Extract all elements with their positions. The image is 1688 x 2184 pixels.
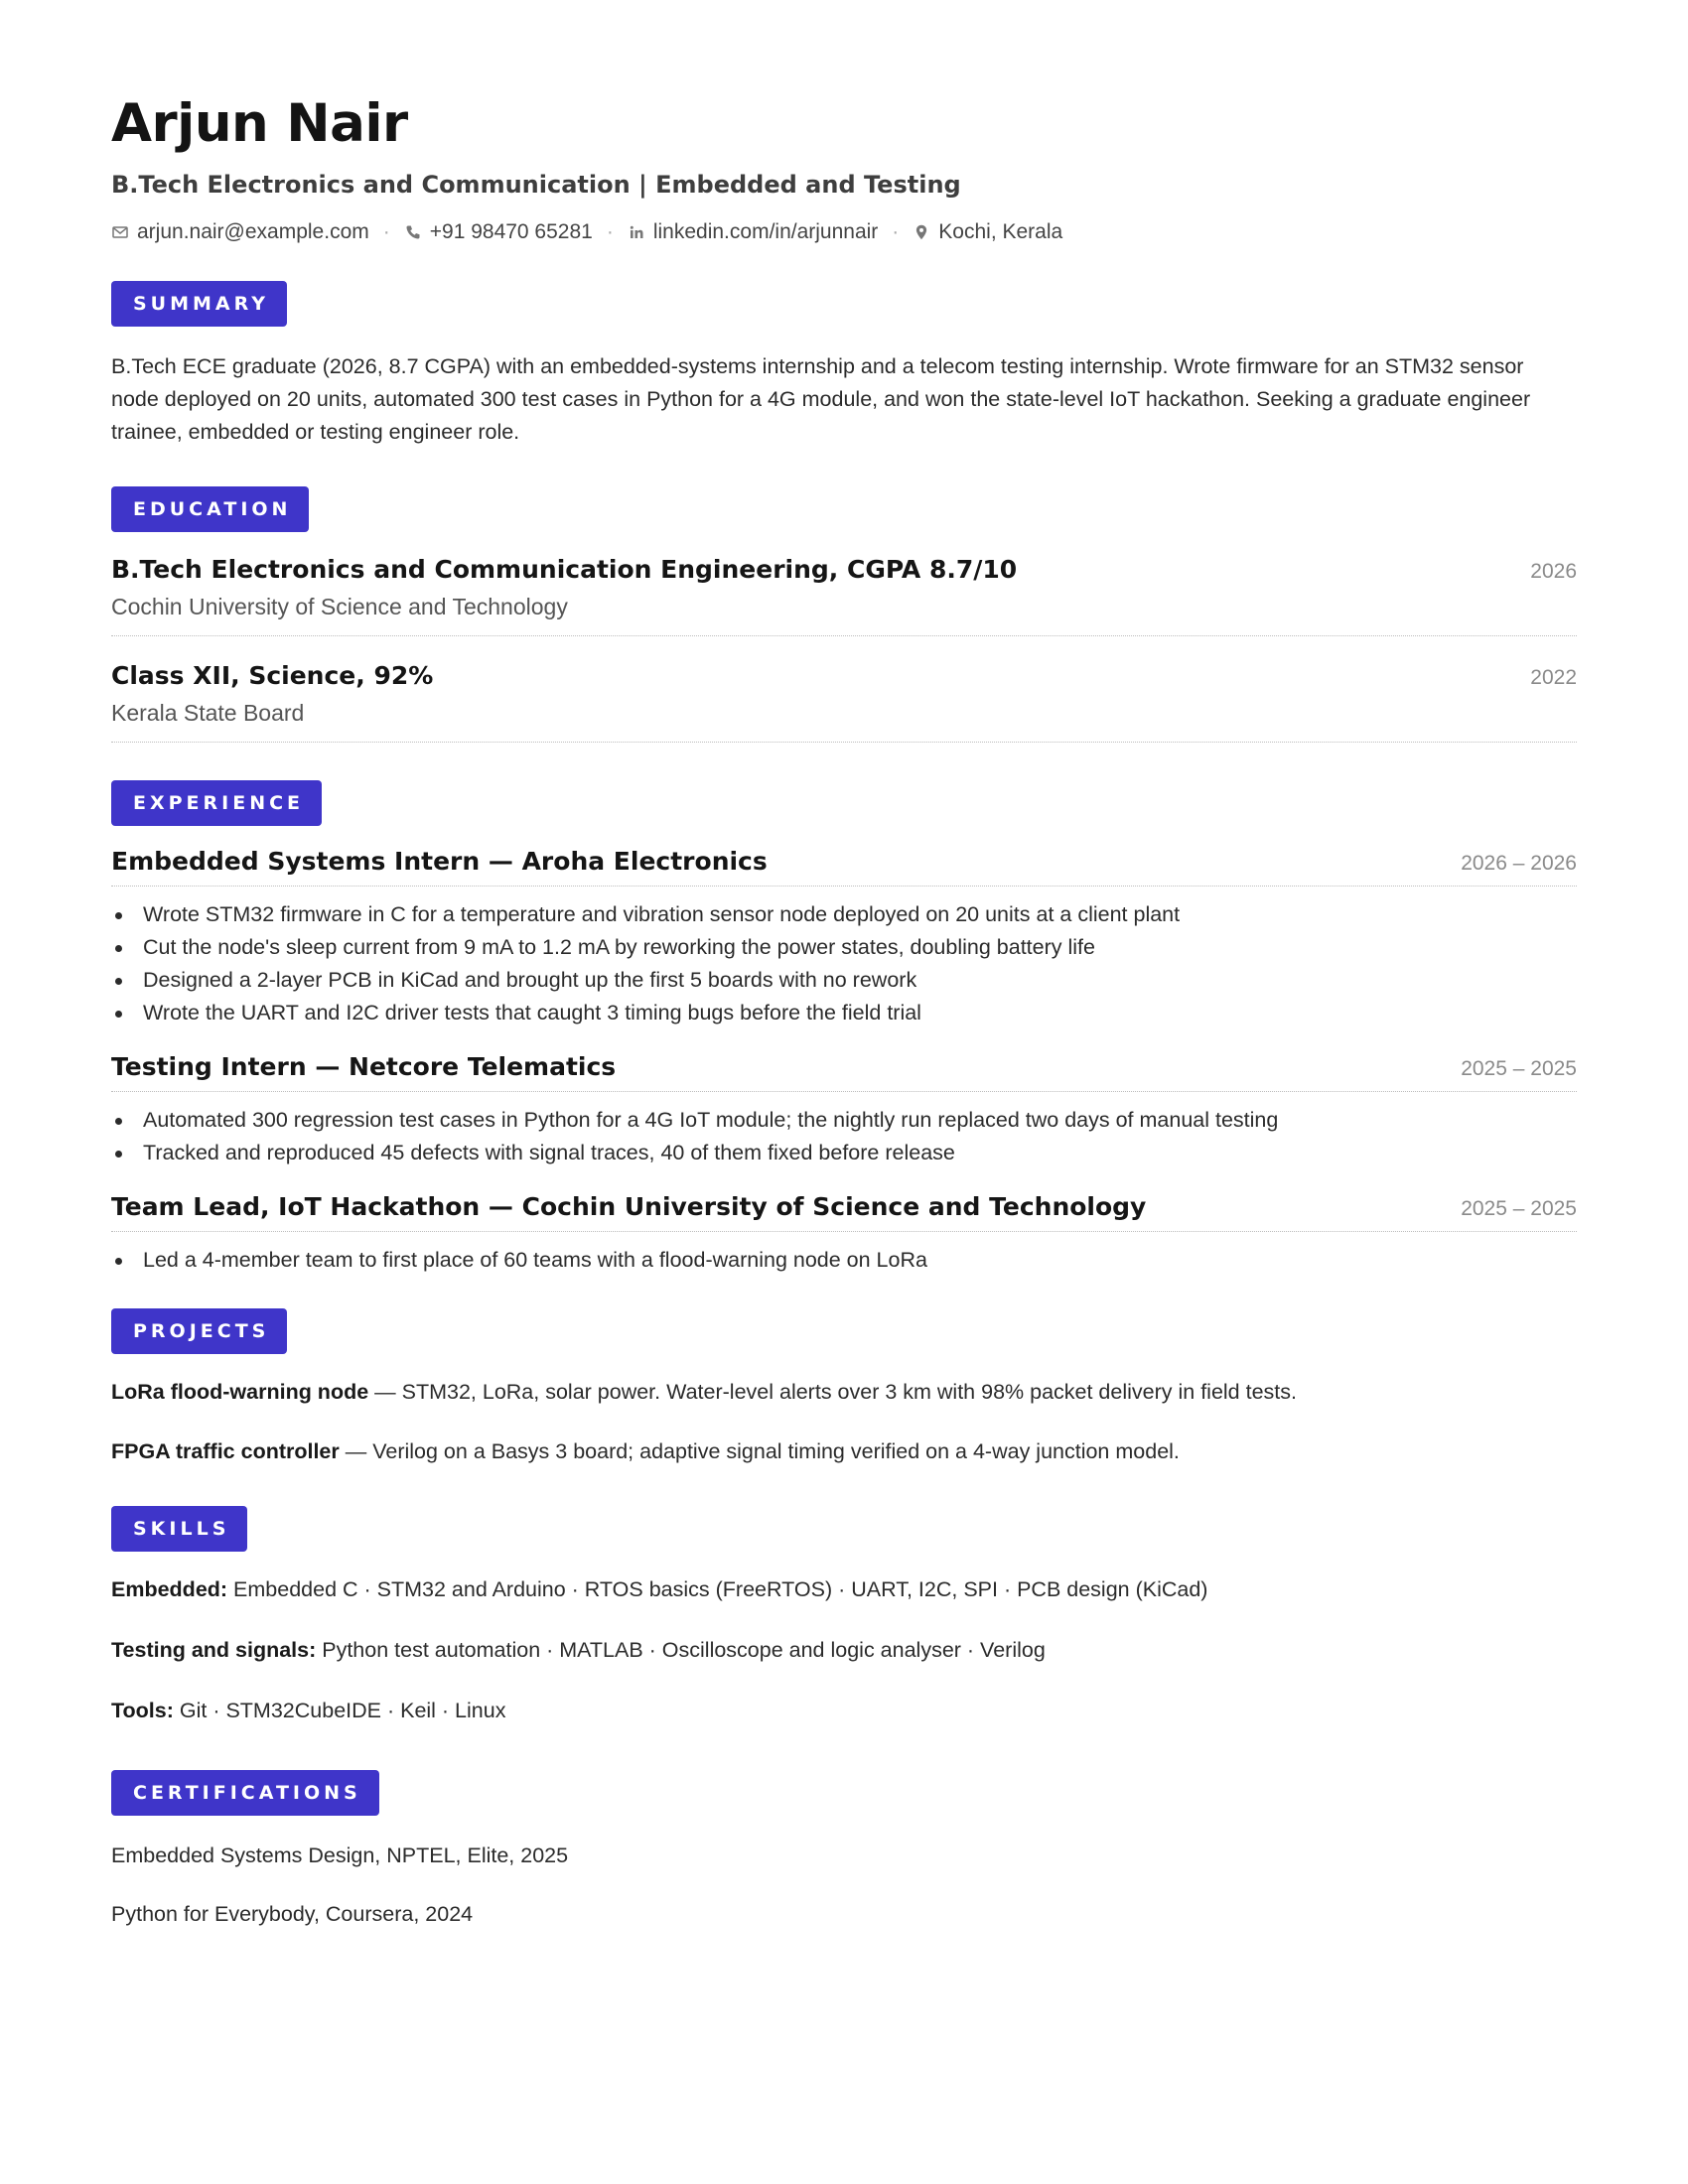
project-name: FPGA traffic controller [111, 1439, 340, 1463]
certifications-heading: CERTIFICATIONS [111, 1770, 379, 1816]
summary-text: B.Tech ECE graduate (2026, 8.7 CGPA) with an embedded-systems internship and a telecom testing internship. Wrote firmware for an STM32 sensor node deployed on 20 units, automated 300 test cases in Python for a 4G module, and won the state-level IoT hackathon. Seeking a graduate engineer trainee, embedded or testing engineer role. [111, 354, 1531, 444]
institution-name: Cochin University of Science and Technology [111, 594, 568, 619]
bullet-item: Tracked and reproduced 45 defects with signal traces, 40 of them fixed before release [111, 1137, 1577, 1169]
experience-entry [111, 1049, 1577, 1169]
bullet-item: Cut the node's sleep current from 9 mA to 1.2 mA by reworking the power states, doubling battery life [111, 931, 1577, 964]
contact-separator: · [606, 220, 614, 243]
contact-separator: · [892, 220, 900, 243]
summary-section [111, 281, 1577, 449]
education-date: 2022 [1530, 666, 1577, 689]
education-heading: EDUCATION [111, 486, 309, 532]
degree-title: Class XII, Science, 92% [111, 661, 434, 690]
bullet-item: Led a 4-member team to first place of 60 teams with a flood-warning node on LoRa [111, 1244, 1577, 1277]
experience-heading: EXPERIENCE [111, 780, 322, 826]
skill-group-items: Embedded C · STM32 and Arduino · RTOS basics (FreeRTOS) · UART, I2C, SPI · PCB design (KiCad) [227, 1577, 1208, 1601]
project-item [111, 1376, 1577, 1409]
phone-text: +91 98470 65281 [429, 220, 593, 243]
experience-entry [111, 844, 1577, 1029]
experience-section [111, 780, 1577, 1277]
education-section [111, 486, 1577, 743]
skill-group [111, 1573, 1577, 1606]
skill-group-label: Testing and signals: [111, 1638, 317, 1662]
location-text: Kochi, Kerala [938, 220, 1063, 243]
education-entry [111, 658, 1577, 743]
job-title: Team Lead, IoT Hackathon — Cochin University of Science and Technology [111, 1192, 1147, 1221]
job-bullets [111, 898, 1577, 1029]
linkedin-text: linkedin.com/in/arjunnair [652, 220, 879, 243]
contact-email[interactable] [111, 217, 369, 247]
contact-location [913, 217, 1062, 247]
phone-icon [404, 223, 422, 241]
education-date: 2026 [1530, 560, 1577, 583]
certifications-section [111, 1770, 1577, 1931]
bullet-item: Wrote the UART and I2C driver tests that caught 3 timing bugs before the field trial [111, 997, 1577, 1029]
contact-linkedin[interactable] [628, 217, 878, 247]
linkedin-icon [628, 223, 645, 241]
job-dates: 2025 – 2025 [1461, 1057, 1577, 1080]
job-bullets [111, 1104, 1577, 1169]
contact-phone[interactable] [404, 217, 593, 247]
job-title: Embedded Systems Intern — Aroha Electronics [111, 847, 768, 876]
degree-title: B.Tech Electronics and Communication Engineering, CGPA 8.7/10 [111, 555, 1018, 584]
job-bullets [111, 1244, 1577, 1277]
institution-name: Kerala State Board [111, 700, 305, 726]
project-name: LoRa flood-warning node [111, 1380, 369, 1404]
certification-item: Embedded Systems Design, NPTEL, Elite, 2025 [111, 1843, 569, 1867]
email-text: arjun.nair@example.com [137, 220, 369, 243]
bullet-item: Wrote STM32 firmware in C for a temperature and vibration sensor node deployed on 20 units at a client plant [111, 898, 1577, 931]
mail-icon [111, 223, 129, 241]
summary-heading: SUMMARY [111, 281, 287, 327]
location-pin-icon [913, 223, 930, 241]
projects-heading: PROJECTS [111, 1308, 287, 1354]
job-dates: 2025 – 2025 [1461, 1197, 1577, 1220]
candidate-name: Arjun Nair [111, 93, 408, 154]
projects-section [111, 1308, 1577, 1468]
skill-group-items: Python test automation · MATLAB · Oscilloscope and logic analyser · Verilog [316, 1638, 1046, 1662]
headline: B.Tech Electronics and Communication | Embedded and Testing [111, 171, 961, 199]
certification-item: Python for Everybody, Coursera, 2024 [111, 1902, 474, 1926]
job-title: Testing Intern — Netcore Telematics [111, 1052, 617, 1081]
project-item [111, 1435, 1577, 1468]
contact-separator: · [382, 220, 390, 243]
skills-heading: SKILLS [111, 1506, 247, 1552]
skill-group [111, 1634, 1577, 1667]
project-description: — Verilog on a Basys 3 board; adaptive signal timing verified on a 4-way junction model. [339, 1439, 1180, 1463]
job-dates: 2026 – 2026 [1461, 852, 1577, 875]
experience-entry [111, 1189, 1577, 1277]
education-entry [111, 552, 1577, 636]
contact-bar [111, 217, 1577, 247]
skill-group-label: Tools: [111, 1699, 174, 1722]
project-description: — STM32, LoRa, solar power. Water-level alerts over 3 km with 98% packet delivery in field tests. [368, 1380, 1297, 1404]
skills-section [111, 1506, 1577, 1727]
skill-group-label: Embedded: [111, 1577, 228, 1601]
bullet-item: Designed a 2-layer PCB in KiCad and brought up the first 5 boards with no rework [111, 964, 1577, 997]
bullet-item: Automated 300 regression test cases in Python for a 4G IoT module; the nightly run replaced two days of manual testing [111, 1104, 1577, 1137]
skill-group-items: Git · STM32CubeIDE · Keil · Linux [173, 1699, 506, 1722]
skill-group [111, 1695, 1577, 1727]
